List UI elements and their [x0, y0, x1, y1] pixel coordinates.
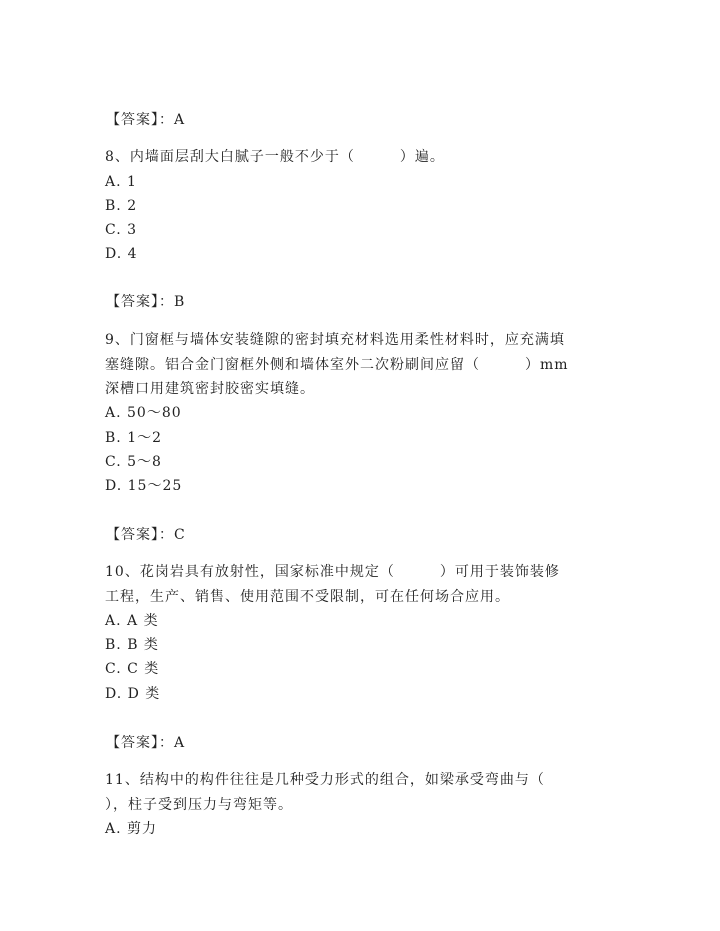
question-9-option-c: C. 5～8: [105, 454, 162, 470]
question-9-option-d: D. 15～25: [105, 478, 183, 494]
question-8-option-a: A. 1: [105, 174, 137, 190]
question-8-option-d: D. 4: [105, 246, 138, 262]
question-11-stem-line-2: ），柱子受到压力与弯矩等。: [105, 797, 293, 813]
question-9-stem-line-1: 9、门窗框与墙体安装缝隙的密封填充材料选用柔性材料时，应充满填: [105, 332, 565, 348]
answer-label: 【答案】：C: [106, 527, 186, 543]
answer-label: 【答案】：A: [106, 112, 186, 128]
question-8-option-b: B. 2: [105, 198, 138, 214]
question-10-stem-line-1: 10、花岗岩具有放射性，国家标准中规定（ ）可用于装饰装修: [105, 564, 560, 580]
question-10-option-c: C. C 类: [105, 661, 160, 677]
question-9-stem-line-3: 深槽口用建筑密封胶密实填缝。: [105, 381, 315, 397]
question-10-option-a: A. A 类: [105, 613, 159, 629]
question-10-option-b: B. B 类: [105, 637, 159, 653]
question-9-stem-line-2: 塞缝隙。铝合金门窗框外侧和墙体室外二次粉刷间应留（ ）mm: [105, 357, 569, 373]
question-8-stem: 8、内墙面层刮大白腻子一般不少于（ ）遍。: [105, 149, 445, 165]
question-10-stem-line-2: 工程，生产、销售、使用范围不受限制，可在任何场合应用。: [105, 589, 510, 605]
question-8-option-c: C. 3: [105, 222, 138, 238]
question-9-option-b: B. 1～2: [105, 430, 163, 446]
answer-label: 【答案】：B: [106, 294, 186, 310]
question-10-option-d: D. D 类: [105, 686, 161, 702]
question-9-option-a: A. 50～80: [105, 405, 182, 421]
question-11-stem-line-1: 11、结构中的构件往往是几种受力形式的组合，如梁承受弯曲与（: [105, 772, 545, 788]
question-11-option-a: A. 剪力: [105, 821, 158, 837]
answer-label: 【答案】：A: [106, 735, 186, 751]
